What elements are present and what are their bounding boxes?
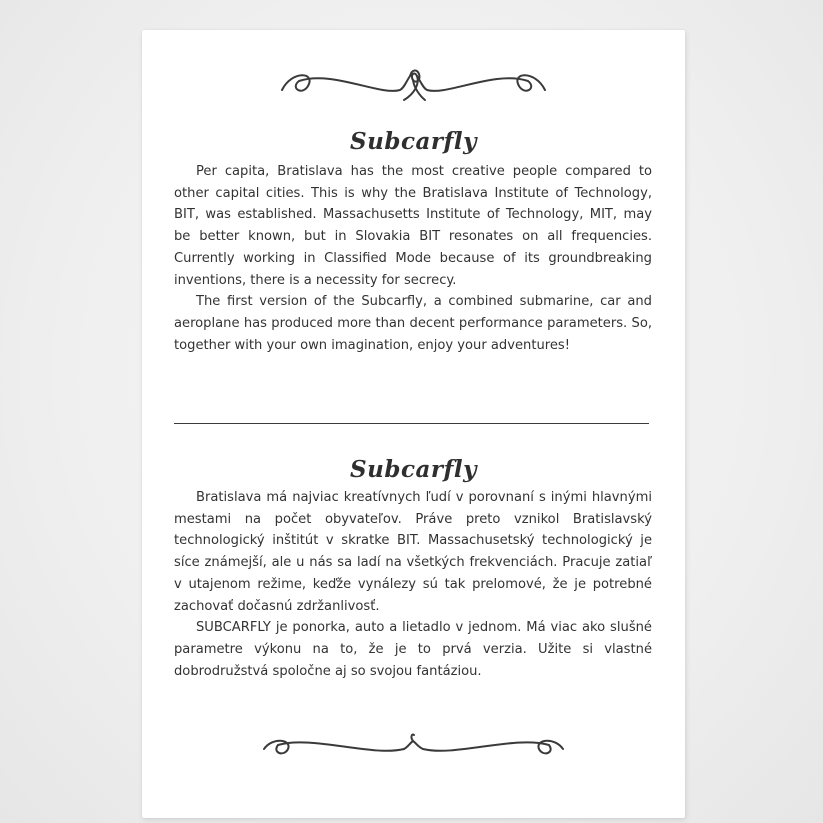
english-paragraph-1: Per capita, Bratislava has the most creative people compared to other capital cities. This is why the Bratislava Institute of Technology, BIT, was established. Massachusetts Institute of Technology, MIT, may be better known, but in Slovakia BIT resonates on all frequencies. Currently working in Classified Mode because of its groundbreaking inventions, there is a necessity for secrecy.: [174, 164, 652, 288]
slovak-description: [174, 487, 652, 682]
english-description: [174, 161, 652, 356]
english-paragraph-2: The first version of the Subcarfly, a combined submarine, car and aeroplane has produced more than decent performance parameters. So, together with your own imagination, enjoy your adventures!: [174, 294, 652, 353]
slovak-title: Subcarfly: [350, 456, 477, 483]
section-divider: [174, 423, 649, 424]
flourish-ornament-icon: [142, 66, 685, 112]
slovak-paragraph-1: Bratislava má najviac kreatívnych ľudí v porovnaní s inými hlavnými mestami na počet obyvateľov. Práve preto vznikol Bratislavský technologický inštitút v skratke BIT. Massachusetský technologický je síce známejší, ale u nás sa ladí na všetkých frekvenciách. Pracuje zatiaľ v utajenom režime, keďže vynálezy sú tak prelomové, že je potrebné zachovať dočasnú zdržanlivosť.: [174, 490, 652, 614]
flourish-ornament-icon: [142, 727, 685, 773]
slovak-paragraph-2: SUBCARFLY je ponorka, auto a lietadlo v jednom. Má viac ako slušné parametre výkonu na to, že je to prvá verzia. Užite si vlastné dobrodružstvá spoločne aj so svojou fantáziou.: [174, 620, 652, 679]
info-card: [142, 30, 685, 818]
english-title: Subcarfly: [350, 128, 477, 155]
